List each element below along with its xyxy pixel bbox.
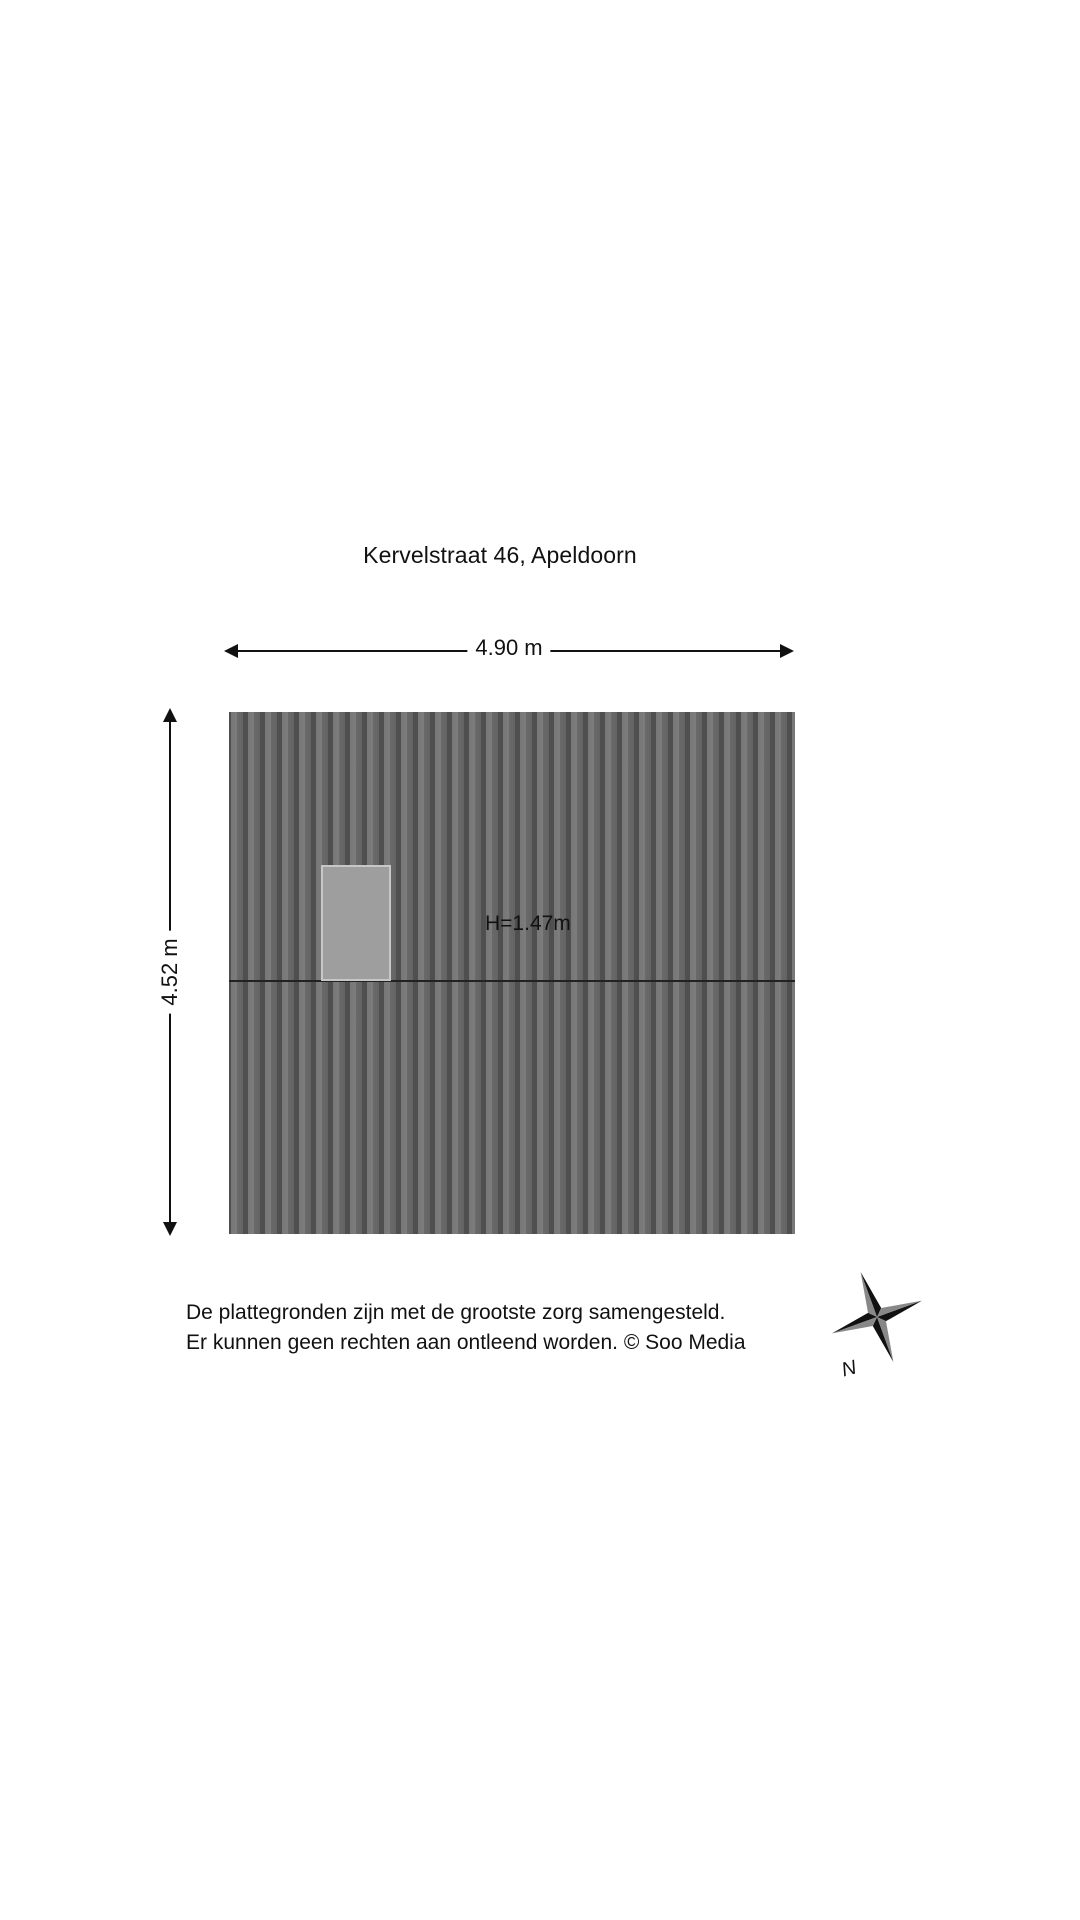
depth-dimension	[152, 710, 188, 1234]
north-label: N	[839, 1356, 859, 1382]
depth-label: 4.52 m	[157, 930, 183, 1013]
disclaimer	[186, 1298, 746, 1358]
disclaimer-line-1: De plattegronden zijn met de grootste zorg samengesteld.	[186, 1301, 726, 1324]
arrow-up-icon	[163, 708, 177, 722]
roof-ridge-line	[229, 980, 795, 982]
compass-star-icon	[822, 1262, 932, 1372]
width-dimension	[226, 632, 792, 668]
skylight-window	[321, 865, 391, 981]
disclaimer-line-2: Er kunnen geen rechten aan ontleend worden. © Soo Media	[186, 1331, 746, 1354]
height-label: H=1.47m	[485, 912, 571, 935]
arrow-left-icon	[224, 644, 238, 658]
roof-plan	[229, 712, 795, 1234]
compass-rose-icon	[822, 1262, 932, 1392]
arrow-down-icon	[163, 1222, 177, 1236]
address-title: Kervelstraat 46, Apeldoorn	[363, 542, 637, 568]
width-label: 4.90 m	[467, 635, 550, 661]
arrow-right-icon	[780, 644, 794, 658]
